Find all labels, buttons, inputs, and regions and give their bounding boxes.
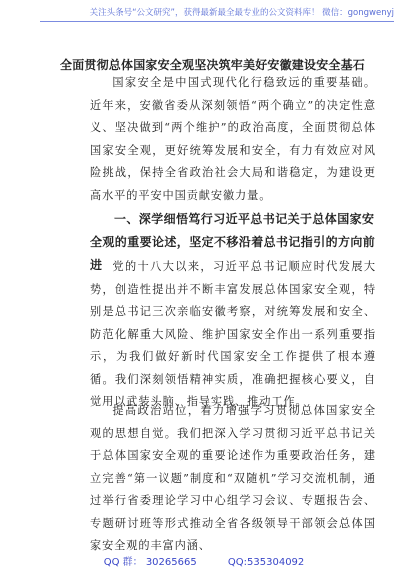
paragraph-section1-b: 提高政治站位，着力增强学习贯彻总体国家安全观的思想自觉。我们把深入学习贯彻习近平总书记关于总体国家安全观的重要论述作为重要政治任务，建立完善“第一议题”制度和“双随机”学习交流机制，通过举行省委理论学习中心组学习会议、专题报告会、专题研讨班等形式推动全省各级领导干部领会总体国家安全观的丰富内涵、 — [90, 404, 376, 552]
section-heading-1: 一、深学细悟笃行习近平总书记关于总体国家安全观的重要论述，坚定不移沿着总书记指引的方向前进 — [90, 212, 376, 272]
footer-qq-group: QQ 群： 30265665 — [103, 557, 197, 568]
document-title: 全面贯彻总体国家安全观坚决筑牢美好安徽建设安全基石 — [60, 58, 366, 72]
header-banner: 关注头条号“公文研究”，获得最新最全最专业的公文资料库！ 微信：gongwenyj — [40, 8, 394, 22]
paragraph-intro: 国家安全是中国式现代化行稳致远的重要基础。近年来，安徽省委从深刻领悟“两个确立”的决定性意义、坚决做到“两个维护”的政治高度，全面贯彻总体国家安全观，更好统筹发展和安全，有力有效应对风险挑战，保持全省政治社会大局和谐稳定，为建设更高水平的平安中国贡献安徽力量。 — [90, 76, 376, 202]
footer-contact — [0, 553, 408, 568]
paragraph-section1-a: 党的十八大以来，习近平总书记顺应时代发展大势，创造性提出并不断丰富发展总体国家安全观，特别是总书记三次亲临安徽考察，对统筹发展和安全、防范化解重大风险、维护国家安全作出一系列重要指示，为我们做好新时代国家安全工作提供了根本遵循。我们深刻领悟精神实质，准确把握核心要义，自觉用以武装头脑、指导实践、推动工作。 — [90, 260, 376, 408]
footer-qq-number: QQ:535304092 — [227, 557, 305, 568]
